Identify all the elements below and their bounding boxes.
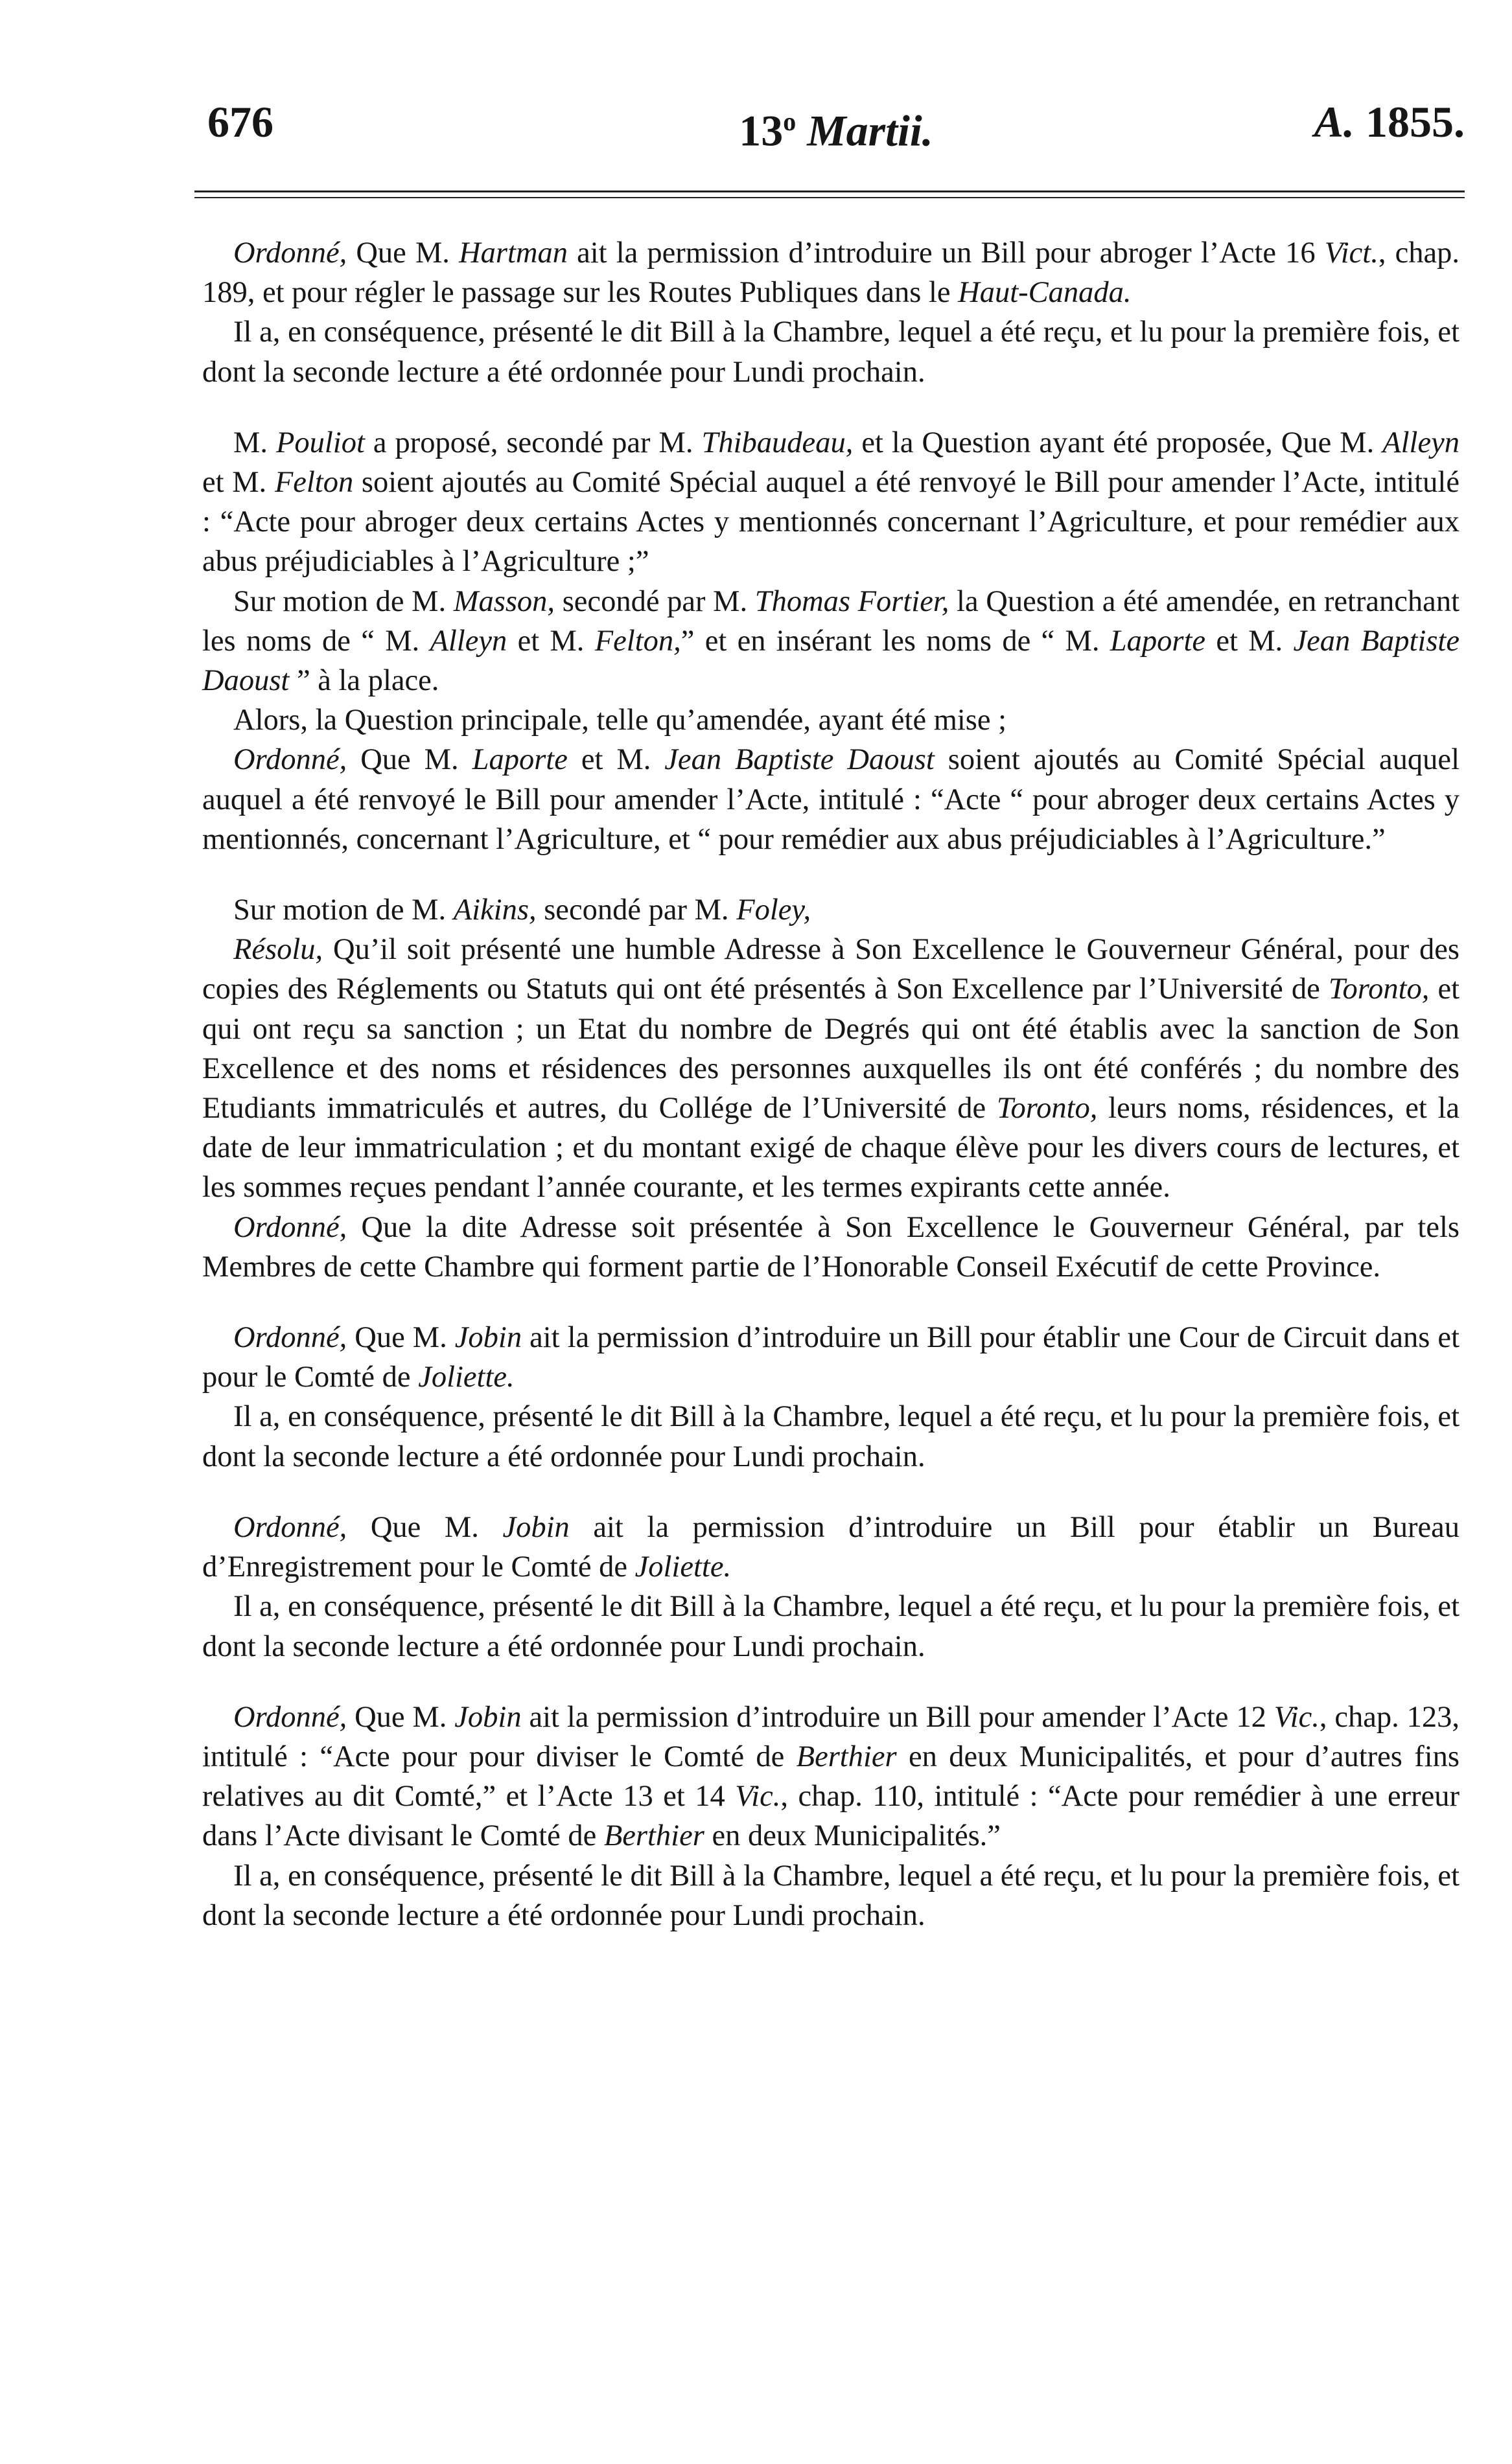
header-year (1314, 89, 1465, 154)
text-run: secondé par M. (555, 584, 755, 618)
paragraph (202, 1698, 1460, 1856)
text-run: et M. (202, 466, 275, 500)
italic-run: Joliette. (634, 1550, 732, 1584)
italic-run: Ordonné, (233, 236, 347, 270)
header-rule-secondary (194, 197, 1465, 198)
header-year-value: 1855. (1366, 97, 1465, 146)
page-number: 676 (207, 97, 273, 146)
italic-run: Ordonné, (233, 1700, 347, 1734)
text-run: ” et en insérant les noms de “ M. (680, 624, 1110, 658)
italic-run: Jobin (454, 1321, 522, 1355)
italic-run: Hartman (459, 236, 568, 270)
text-run: ait la permission d’introduire un Bill pour établir une Cour de Circuit dans et pour le Comté de (202, 1321, 1460, 1394)
paragraph (202, 1397, 1460, 1476)
paragraph (202, 312, 1460, 391)
text-run: la Question a été amendée, en retranchant les noms de “ M. (202, 584, 1460, 658)
text-run: et M. (567, 743, 665, 777)
text-run: Que M. (347, 743, 472, 777)
header-date (207, 89, 1465, 163)
header-rule (194, 190, 1465, 192)
entry-separator (202, 859, 1460, 890)
header-date-ordinal: o (783, 107, 797, 136)
italic-run: Pouliot (275, 426, 365, 459)
text-run: ait la permission d’introduire un Bill pour établir un Bureau d’Enregistrement pour le Comté de (202, 1510, 1460, 1584)
journal-entry (202, 890, 1460, 1287)
text-run: Alors, la Question principale, telle qu’amendée, ayant été mise ; (233, 704, 1007, 737)
text-run: et M. (507, 624, 595, 658)
italic-run: Aikins, (453, 893, 537, 927)
text-run: et qui ont reçu sa sanction ; un Etat du nombre de Degrés qui ont été établis avec la sanction de Son Excellence et des noms et résidences des personnes auxquelles ils ont été conférés ; du nombre des Etudiants immatriculés et autres, du Collége de l’Université de (202, 973, 1460, 1125)
text-run: Sur motion de M. (233, 893, 454, 927)
paragraph (202, 233, 1460, 312)
italic-run: Felton (274, 466, 354, 500)
paragraph (202, 1856, 1460, 1935)
italic-run: Berthier (603, 1819, 704, 1853)
paragraph (202, 1508, 1460, 1587)
italic-run: Résolu, (233, 933, 323, 967)
entry-separator (202, 1666, 1460, 1698)
text-run: soient ajoutés au Comité Spécial auquel auquel a été renvoyé le Bill pour amender l’Acte, intitulé : “Acte “ pour abroger deux certains Actes y mentionnés, concernant l’Agriculture, et “ pour remédier aux abus préjudiciables à l’Agriculture.” (202, 743, 1460, 856)
italic-run: Laporte (472, 743, 568, 777)
italic-run: Jean Baptiste Daoust (664, 743, 935, 777)
header-date-month: Martii. (807, 106, 933, 155)
italic-run: Foley, (736, 893, 811, 927)
italic-run: Alleyn (1382, 426, 1460, 459)
text-run: Sur motion de M. (233, 584, 454, 618)
text-run: Il a, en conséquence, présenté le dit Bill à la Chambre, lequel a été reçu, et lu pour la première fois, et dont la seconde lecture a été ordonnée pour Lundi prochain. (202, 1590, 1460, 1663)
text-run: leurs noms, résidences, et la date de leur immatriculation ; et du montant exigé de chaque élève pour les divers cours de lectures, et les sommes reçues pendant l’année courante, et les termes expirants cette année. (202, 1092, 1460, 1204)
italic-run: Ordonné, (233, 743, 347, 777)
italic-run: Jobin (454, 1700, 522, 1734)
text-run: Que M. (347, 1321, 455, 1355)
italic-run: Ordonné, (233, 1321, 347, 1355)
paragraph (202, 1587, 1460, 1666)
paragraph (202, 740, 1460, 859)
paragraph (202, 423, 1460, 582)
text-run: Il a, en conséquence, présenté le dit Bill à la Chambre, lequel a été reçu, et lu pour la première fois, et dont la seconde lecture a été ordonnée pour Lundi prochain. (202, 316, 1460, 389)
text-run: en deux Municipalités.” (704, 1819, 1001, 1853)
italic-run: Toronto, (996, 1092, 1098, 1125)
text-run: a proposé, secondé par M. (364, 426, 702, 459)
italic-run: Ordonné, (233, 1210, 347, 1244)
body-text (202, 233, 1460, 1935)
italic-run: Vict. (1324, 236, 1378, 270)
italic-run: Felton, (594, 624, 681, 658)
italic-run: Toronto, (1328, 973, 1430, 1006)
italic-run: Laporte (1110, 624, 1206, 658)
entry-separator (202, 1477, 1460, 1508)
entry-separator (202, 392, 1460, 423)
italic-run: Alleyn (430, 624, 507, 658)
journal-entry (202, 1318, 1460, 1477)
italic-run: Vic. (1274, 1700, 1320, 1734)
text-run: secondé par M. (536, 893, 737, 927)
text-run: Que M. (347, 1510, 503, 1544)
italic-run: Haut-Canada. (958, 276, 1132, 310)
running-header (207, 89, 1465, 154)
text-run: Que M. (347, 1700, 455, 1734)
journal-entry (202, 1698, 1460, 1935)
italic-run: Masson, (453, 584, 555, 618)
italic-run: Jean Baptiste Daoust (202, 624, 1460, 698)
text-run: ait la permission d’introduire un Bill pour abroger l’Acte 16 (567, 236, 1325, 270)
text-run: soient ajoutés au Comité Spécial auquel a été renvoyé le Bill pour amender l’Acte, intitulé : “Acte pour abroger deux certains Actes y mentionnés concernant l’Agriculture, et pour remédier aux abus préjudiciables à l’Agriculture ;” (202, 466, 1460, 579)
text-run: Il a, en conséquence, présenté le dit Bill à la Chambre, lequel a été reçu, et lu pour la première fois, et dont la seconde lecture a été ordonnée pour Lundi prochain. (202, 1859, 1460, 1932)
text-run: et la Question ayant été proposée, Que M. (853, 426, 1383, 459)
italic-run: Ordonné, (233, 1510, 347, 1544)
journal-entry (202, 233, 1460, 392)
paragraph (202, 582, 1460, 701)
italic-run: Thomas Fortier, (754, 584, 949, 618)
italic-run: Berthier (796, 1740, 897, 1773)
text-run: et M. (1205, 624, 1294, 658)
journal-entry (202, 423, 1460, 859)
text-run: M. (233, 426, 276, 459)
italic-run: Jobin (502, 1510, 570, 1544)
paragraph (202, 890, 1460, 930)
italic-run: Vic. (735, 1780, 781, 1813)
text-run: , chap. 123, intitulé : “Acte pour pour diviser le Comté de (202, 1700, 1460, 1773)
italic-run: Joliette. (418, 1361, 515, 1394)
paragraph (202, 700, 1460, 740)
text-run: en deux Municipalités, et pour d’autres fins relatives au dit Comté,” et l’Acte 13 et 14 (202, 1740, 1460, 1813)
text-run: Il a, en conséquence, présenté le dit Bill à la Chambre, lequel a été reçu, et lu pour la première fois, et dont la seconde lecture a été ordonnée pour Lundi prochain. (202, 1400, 1460, 1473)
text-run: Que la dite Adresse soit présentée à Son Excellence le Gouverneur Général, par tels Membres de cette Chambre qui forment partie de l’Honorable Conseil Exécutif de cette Province. (202, 1210, 1460, 1284)
paragraph (202, 1208, 1460, 1287)
paragraph (202, 930, 1460, 1207)
text-run: ” à la place. (289, 664, 439, 698)
paragraph (202, 1318, 1460, 1397)
text-run: Qu’il soit présenté une humble Adresse à Son Excellence le Gouverneur Général, pour des copies des Réglements ou Statuts qui ont été présentés à Son Excellence par l’Université de (202, 933, 1460, 1006)
journal-entry (202, 1508, 1460, 1666)
text-run: ait la permission d’introduire un Bill pour amender l’Acte 12 (521, 1700, 1274, 1734)
header-date-day: 13 (739, 106, 784, 155)
text-run: Que M. (347, 236, 459, 270)
text-run: , chap. 189, et pour régler le passage sur les Routes Publiques dans le (202, 236, 1460, 310)
text-run: , chap. 110, intitulé : “Acte pour remédier à une erreur dans l’Acte divisant le Comté de (202, 1780, 1460, 1853)
entry-separator (202, 1287, 1460, 1318)
header-year-prefix: A. (1314, 97, 1355, 146)
italic-run: Thibaudeau, (701, 426, 854, 459)
